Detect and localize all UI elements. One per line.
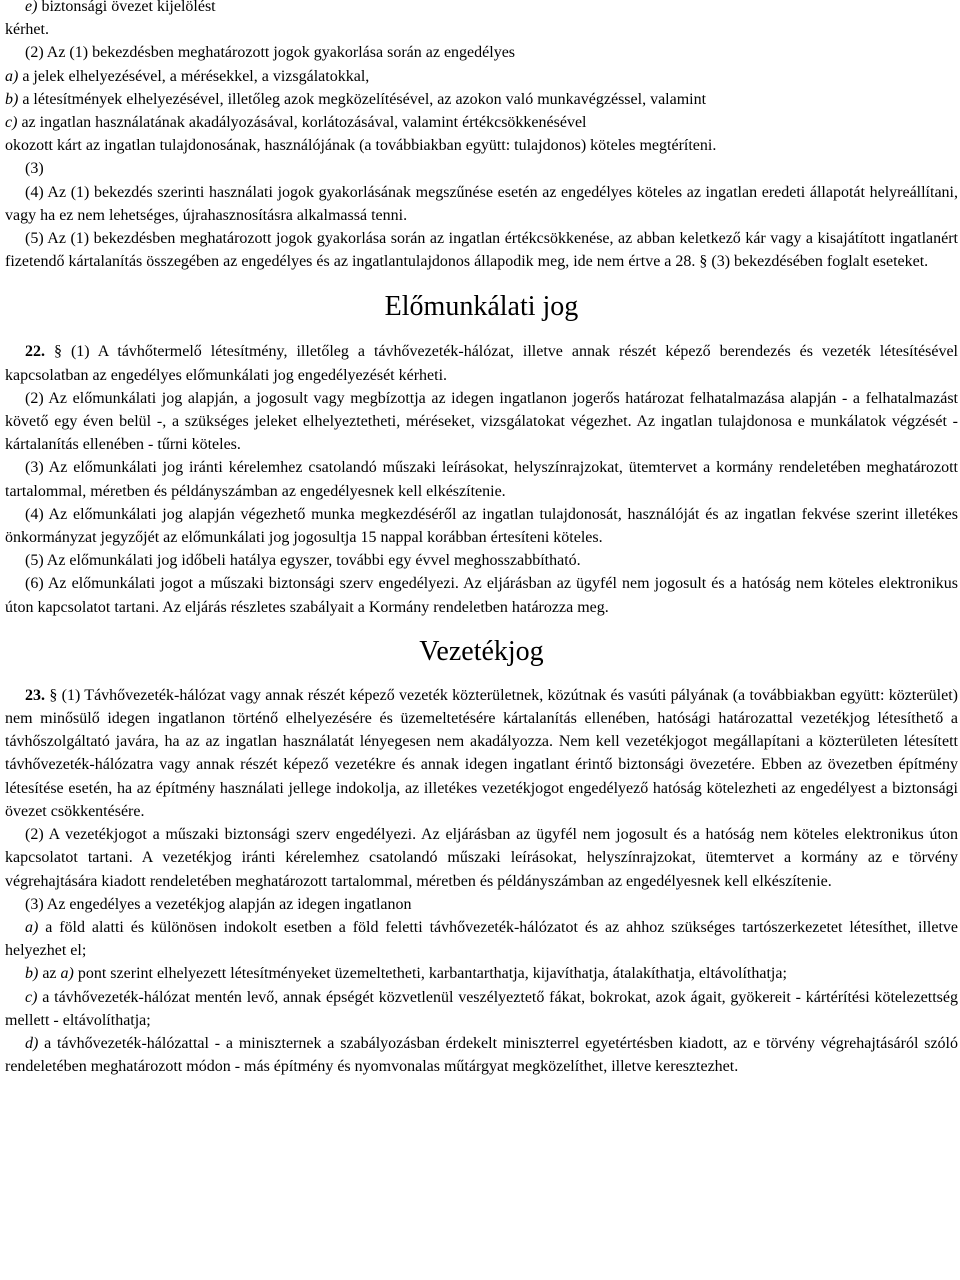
paragraph-2-item-c-text: az ingatlan használatának akadályozásával, korlátozásával, valamint értékcsökkenésével <box>21 114 587 132</box>
item-e-text: biztonsági övezet kijelölést <box>41 0 216 15</box>
paragraph-2-item-a-marker: a) <box>5 67 19 85</box>
section-23-item-c-marker: c) <box>25 988 38 1006</box>
section-23-item-c-text: a távhővezeték-hálózat mentén levő, annak épségét közvetlenül veszélyeztető fákat, bokrokat, azok ágait, gyökereit - kártérítési kötelezettség mellett - eltávolíthatja; <box>5 988 959 1029</box>
section-23-item-b-text: pont szerint elhelyezett létesítményeket üzemeltetheti, karbantarthatja, kijavíthatja, átalakíthatja, eltávolíthatja; <box>77 965 787 983</box>
section-22-paragraph-3: (3) Az előmunkálati jog iránti kérelemhez csatolandó műszaki leírásokat, helyszínrajzokat, ütemtervet a kormány rendeletében meghatározott tartalommal, méretben és példányszámban az engedélyesnek kell elkészítenie. <box>5 459 958 500</box>
section-23-item-a-marker: a) <box>25 918 39 936</box>
item-e <box>5 0 958 18</box>
item-e-continuation: kérhet. <box>5 21 49 39</box>
section-23-paragraph-3-item-a <box>5 916 958 962</box>
paragraph-5: (5) Az (1) bekezdésben meghatározott jogok gyakorlása során az ingatlan értékcsökkenése, az abban keletkező kár vagy a kisajátított ingatlanért fizetendő kártalanítás összegében az engedélyes és az ingatlantulajdonos állapodik meg, ide nem értve a 28. § (3) bekezdésében foglalt eseteket. <box>5 230 958 271</box>
section-23-paragraph-3-item-d <box>5 1032 958 1078</box>
section-22-paragraph-1-text: (1) A távhőtermelő létesítmény, illetőleg a távhővezeték-hálózat, illetve annak részét képező berendezés és vezeték létesítésével kapcsolatban az engedélyes előmunkálati jog engedélyezését kérheti. <box>5 343 958 384</box>
item-e-marker: e) <box>25 0 38 15</box>
section-23-paragraph-3-intro: (3) Az engedélyes a vezetékjog alapján az idegen ingatlanon <box>25 895 412 913</box>
section-23-item-d-text: a távhővezeték-hálózattal - a miniszternek a szabályozásban érdekelt miniszterrel egyetértésben kiadott, az e törvény végrehajtásáról szóló rendeletében meghatározott módon - más építmény és nyomvonalas műtárgyat megközelíthet, illetve keresztezhet. <box>5 1034 959 1076</box>
paragraph-2-item-b-marker: b) <box>5 90 19 108</box>
paragraph-4: (4) Az (1) bekezdés szerinti használati jogok gyakorlásának megszűnése esetén az engedélyes köteles az ingatlan eredeti állapotát helyreállítani, vagy ha ez nem lehetséges, újrahasznosításra alkalmassá tenni. <box>5 183 958 224</box>
section-23-paragraph-3-item-b <box>5 962 958 985</box>
section-23-paragraph-1 <box>5 684 958 823</box>
section-23-paragraph-2: (2) A vezetékjogot a műszaki biztonsági szerv engedélyezi. Az eljárásban az ügyfél nem jogosult és a hatóság nem köteles elektronikus úton kapcsolatot tartani. A vezetékjog iránti kérelemhez csatolandó műszaki leírásokat, helyszínrajzokat, ütemtervet a kormány az e törvény végrehajtására kiadott rendeletében meghatározott tartalommal, méretben és példányszámban az engedélyesnek kell elkészítenie. <box>5 826 958 890</box>
section-23-sign: § <box>49 686 58 704</box>
paragraph-2-item-b-text: a létesítmények elhelyezésével, illetőleg azok megközelítésével, az azokon való munkavégzéssel, valamint <box>22 90 707 108</box>
section-22-sign: § <box>53 343 62 361</box>
paragraph-2-intro: (2) Az (1) bekezdésben meghatározott jogok gyakorlása során az engedélyes <box>25 44 516 62</box>
paragraph-3-marker: (3) <box>25 160 44 178</box>
paragraph-2-item-c-marker: c) <box>5 114 18 132</box>
section-23-item-a-text: a föld alatti és különösen indokolt esetben a föld feletti távhővezeték-hálózatot és az ahhoz szükséges tartószerkezetet létesíthet, illetve helyezhet el; <box>5 918 958 960</box>
section-23-item-b-marker: b) <box>25 965 39 983</box>
section-23-item-d-marker: d) <box>25 1034 39 1052</box>
section-heading-elomunkalati: Előmunkálati jog <box>384 291 579 323</box>
paragraph-2-closing: okozott kárt az ingatlan tulajdonosának, használójának (a továbbiakban együtt: tulajdonos) köteles megtéríteni. <box>5 137 717 155</box>
document-page <box>5 0 958 1078</box>
section-23-item-b-reference: a) <box>60 965 74 983</box>
section-22-paragraph-5: (5) Az előmunkálati jog időbeli hatálya egyszer, további egy évvel meghosszabbítható. <box>25 552 581 570</box>
section-23-number: 23. <box>25 686 45 704</box>
paragraph-2-item-a <box>5 65 958 88</box>
section-22-paragraph-4: (4) Az előmunkálati jog alapján végezhető munka megkezdéséről az ingatlan tulajdonosát, használóját és az ingatlan fekvése szerint illetékes önkormányzat jegyzőjét az előmunkálati jog jogosultja 15 nappal korábban értesíteni köteles. <box>5 505 958 547</box>
section-23-paragraph-3-item-c <box>5 986 958 1032</box>
paragraph-2-item-b <box>5 88 958 111</box>
section-22-number: 22. <box>25 343 45 361</box>
section-23-paragraph-1-text: (1) Távhővezeték-hálózat vagy annak részét képező vezeték közterületnek, közútnak és vasúti pályának (a továbbiakban együtt: közterület) nem minősülő idegen ingatlanon történő elhelyezésére és üzemeltetésére kártalanítás ellenében, hatósági határozattal vezetékjog létesíthető a távhőszolgáltató javára, ha az az ingatlan használatát lényegesen nem akadályozza. Nem kell vezetékjogot megállapítani a közterületen létesített távhővezeték-hálózatra vagy annak részét képező vezetékre és annak idegen ingatlant érintő biztonsági övezetére. Ebben az övezetben építmény létesítése esetén, ha az építmény használati jellege indokolja, az illetékes vezetékjogot engedélyező hatóság kötelezheti az engedélyest a biztonsági övezet csökkentésére. <box>5 686 959 820</box>
section-22-paragraph-6: (6) Az előmunkálati jogot a műszaki biztonsági szerv engedélyezi. Az eljárásban az ügyfél nem jogosult és a hatóság nem köteles elektronikus úton kapcsolatot tartani. Az eljárás részletes szabályait a Kormány rendeletben határozza meg. <box>5 575 958 616</box>
section-22-paragraph-2: (2) Az előmunkálati jog alapján, a jogosult vagy megbízottja az idegen ingatlanon jogerős határozat felhatalmazása alapján - a felhatalmazást követő egy éven belül -, a szükséges jeleket elhelyeztetheti, méréseket, vizsgálatokat végezhet. Az ingatlan tulajdonosa e munkálatok végzését - kártalanítás ellenében - tűrni köteles. <box>5 389 958 454</box>
paragraph-2-item-c <box>5 111 958 134</box>
paragraph-2-item-a-text: a jelek elhelyezésével, a mérésekkel, a vizsgálatokkal, <box>22 67 370 85</box>
section-23-item-b-mid: az <box>42 965 57 983</box>
section-22-paragraph-1 <box>5 340 958 386</box>
section-heading-vezetekjog: Vezetékjog <box>419 635 544 667</box>
